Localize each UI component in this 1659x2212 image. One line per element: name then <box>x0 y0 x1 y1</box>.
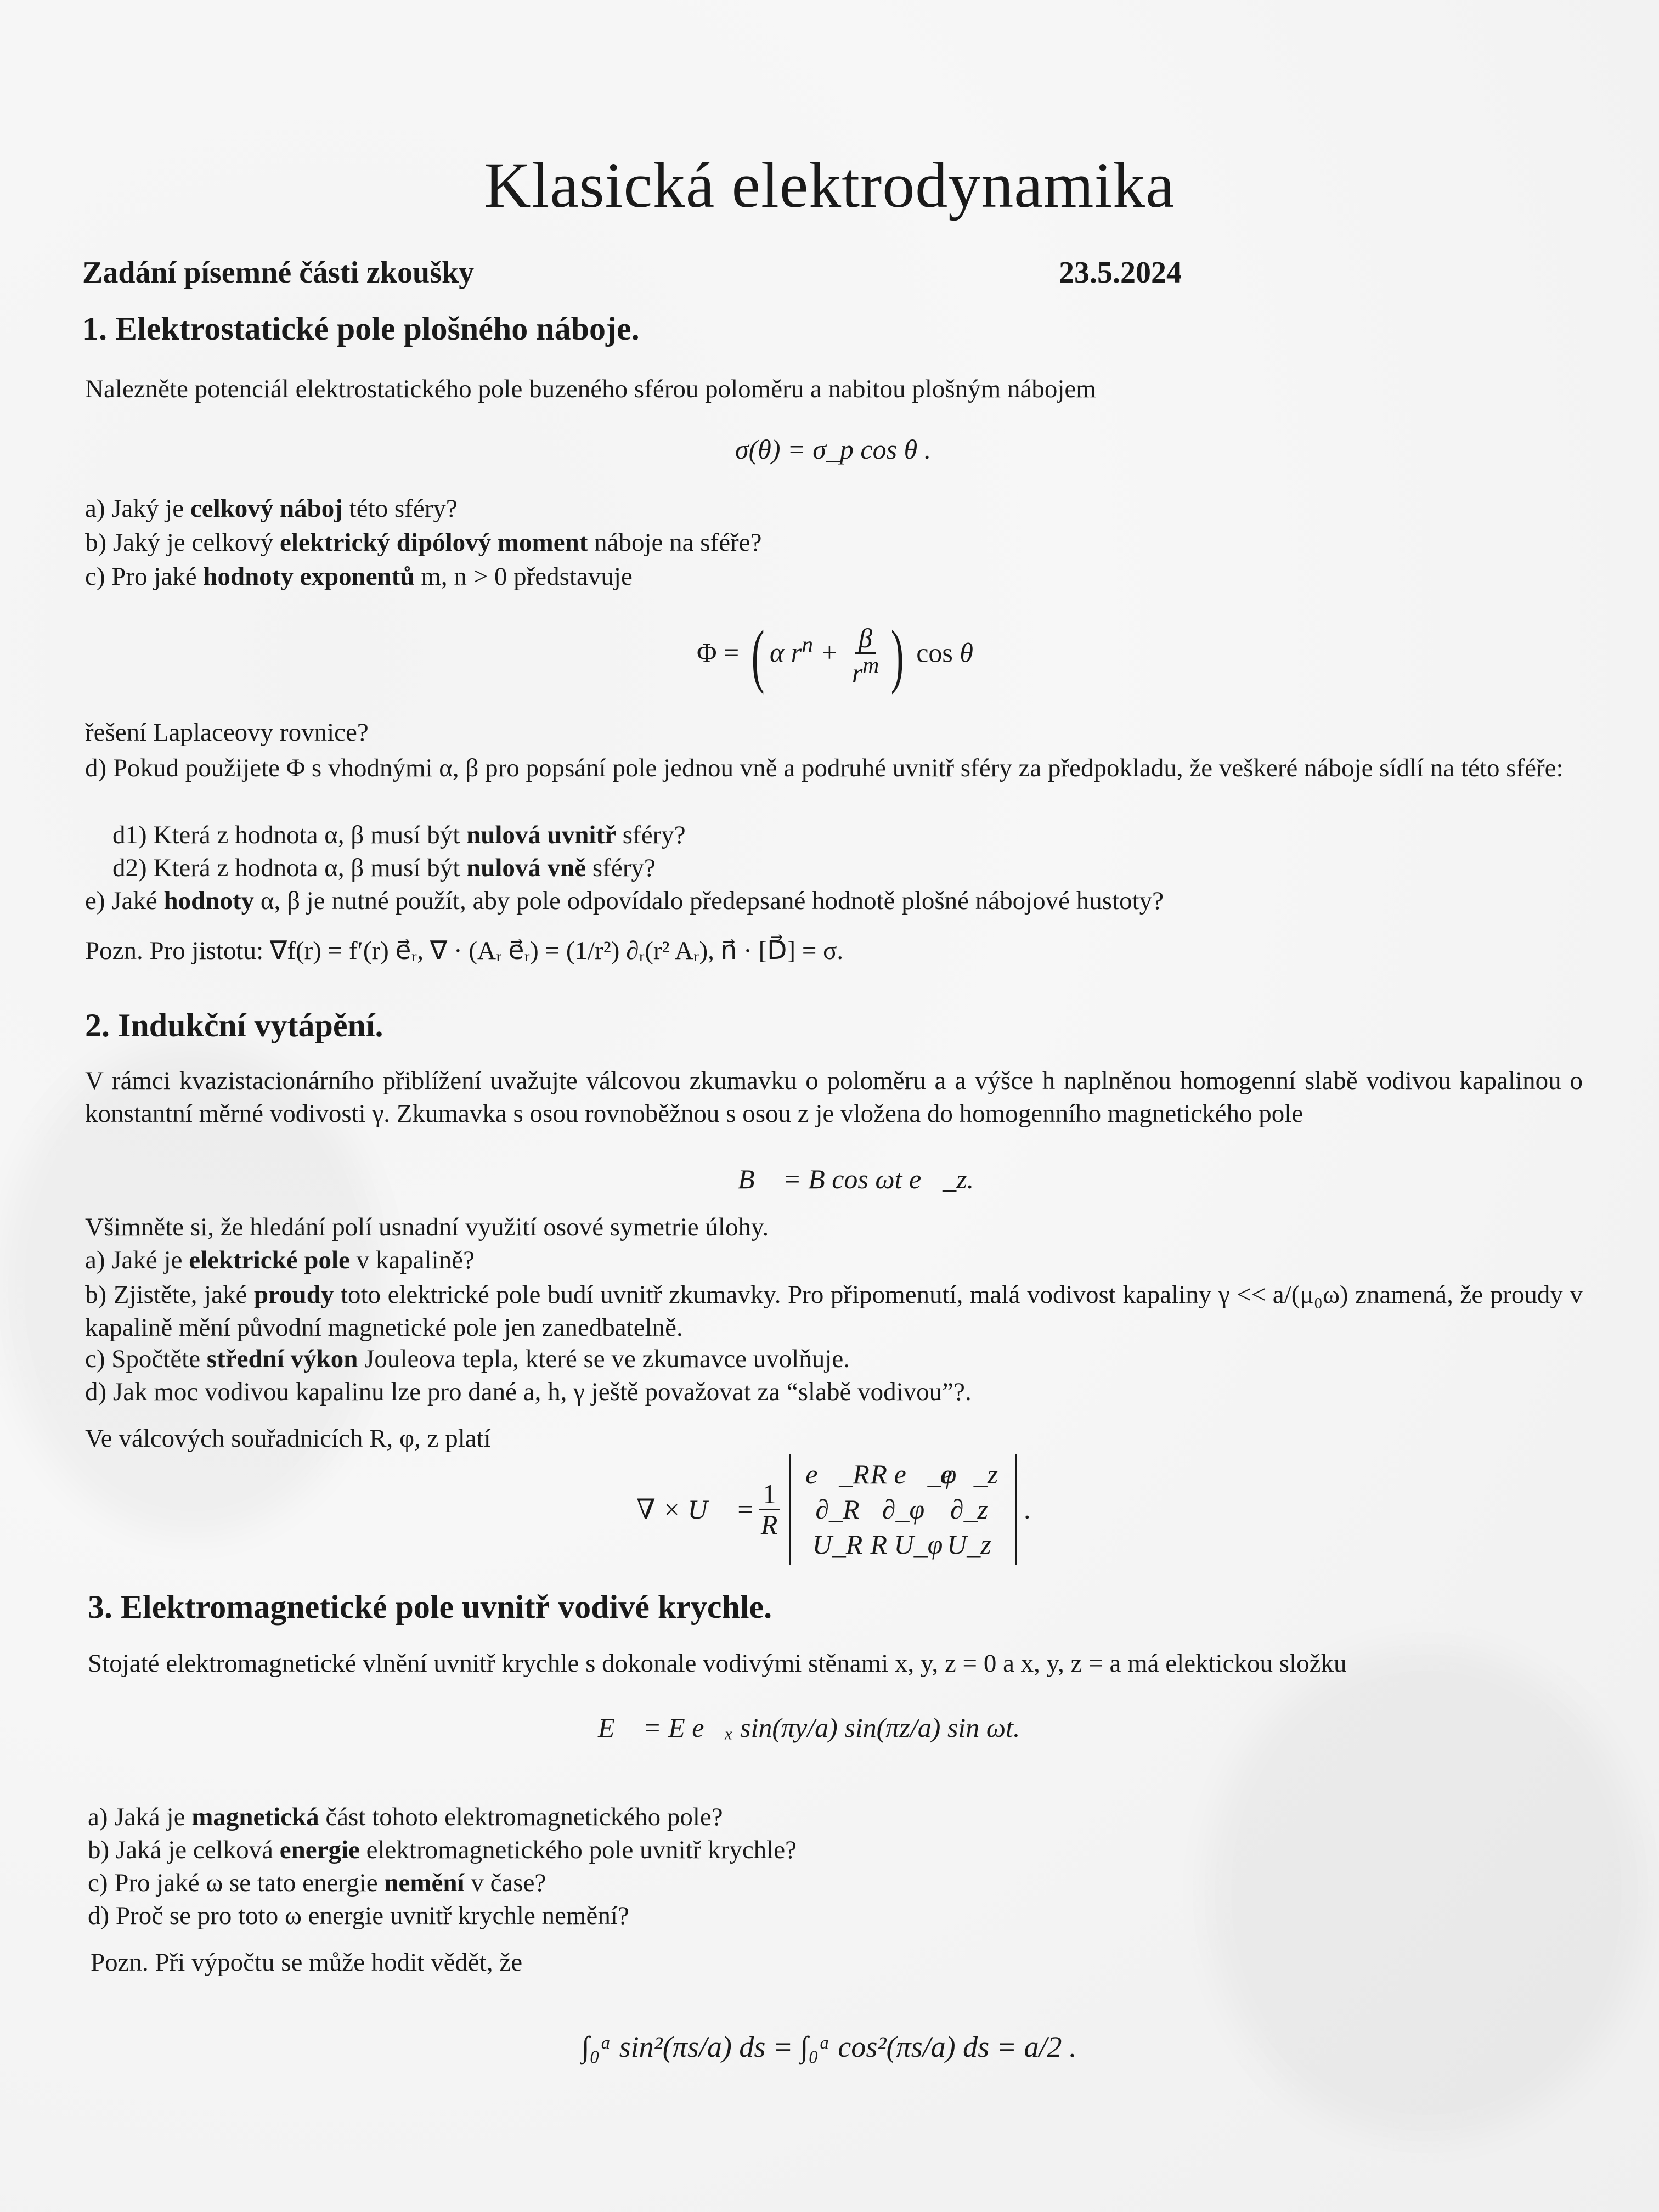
problem-3-item-b: b) Jaká je celková energie elektromagnetického pole uvnitř krychle? <box>88 1836 797 1864</box>
document-subtitle: Zadání písemné části zkoušky <box>82 256 475 290</box>
problem-1-phi-equation: Φ = ( α $r^n$ + $\frac{\beta}{r^m}$ ) cos θ <box>697 616 973 695</box>
problem-3-heading: 3. Elektromagnetické pole uvnitř vodivé krychle. <box>88 1589 772 1625</box>
problem-3-item-d: d) Proč se pro toto ω energie uvnitř krychle nemění? <box>88 1901 629 1930</box>
problem-3-integral-identity: ∫₀ᵃ sin²(πs/a) ds = ∫₀ᵃ cos²(πs/a) ds = a/2 . <box>582 2030 1077 2063</box>
exam-date: 23.5.2024 <box>1059 256 1182 290</box>
problem-1-item-a: a) Jaký je celkový náboj této sféry? <box>85 494 458 523</box>
problem-1-heading: 1. Elektrostatické pole plošného náboje. <box>82 311 640 347</box>
problem-2-item-b: b) Zjistěte, jaké proudy toto elektrické pole budí uvnitř zkumavky. Pro připomenutí, malá vodivost kapaliny γ << a/(μ₀ω) znamená, že proudy v kapalině mění původní magnetické pole jen zanedbatelně. <box>85 1280 1583 1342</box>
problem-1-item-d1: d1) Která z hodnota α, β musí být nulová uvnitř sféry? <box>112 821 686 849</box>
problem-1-note: Pozn. Pro jistotu: ∇f(r) = f′(r) e⃗ᵣ, ∇ · (Aᵣ e⃗ᵣ) = (1/r²) ∂ᵣ(r² Aᵣ), n⃗ · [D⃗] = σ. <box>85 936 844 965</box>
problem-2-item-d: d) Jak moc vodivou kapalinu lze pro dané a, h, γ ještě považovat za “slabě vodivou”?. <box>85 1378 972 1406</box>
problem-3-e-field-equation: E⃗ = E e⃗ₓ sin(πy/a) sin(πz/a) sin ωt. <box>598 1712 1020 1743</box>
problem-3-note: Pozn. Při výpočtu se může hodit vědět, že <box>91 1948 523 1977</box>
problem-3-intro: Stojaté elektromagnetické vlnění uvnitř krychle s dokonale vodivými stěnami x, y, z = 0 a x, y, z = a má elektickou složku <box>88 1649 1347 1678</box>
document-title: Klasická elektrodynamika <box>484 149 1175 221</box>
problem-1-laplace-text: řešení Laplaceovy rovnice? <box>85 718 369 747</box>
problem-2-item-c: c) Spočtěte střední výkon Jouleova tepla, které se ve zkumavce uvolňuje. <box>85 1345 850 1373</box>
problem-1-sigma-equation: σ(θ) = σ_p cos θ . <box>735 434 932 465</box>
problem-2-curl-formula: ∇ × U⃗ = $\frac{1}{R}$ e⃗_R R e⃗_φ e⃗_z ∂_R ∂_φ ∂_z U_R R U_φ U_z . <box>636 1454 1030 1565</box>
problem-1-item-d2: d2) Která z hodnota α, β musí být nulová vně sféry? <box>112 854 656 882</box>
problem-1-item-e: e) Jaké hodnoty α, β je nutné použít, aby pole odpovídalo předepsané hodnotě plošné nábojové hustoty? <box>85 887 1164 915</box>
problem-3-item-a: a) Jaká je magnetická část tohoto elektromagnetického pole? <box>88 1803 723 1831</box>
curl-determinant: e⃗_R R e⃗_φ e⃗_z ∂_R ∂_φ ∂_z U_R R U_φ U_z <box>789 1454 1017 1565</box>
problem-2-heading: 2. Indukční vytápění. <box>85 1007 383 1043</box>
problem-3-item-c: c) Pro jaké ω se tato energie nemění v čase? <box>88 1869 546 1897</box>
problem-2-cylindrical-note: Ve válcových souřadnicích R, φ, z platí <box>85 1424 491 1453</box>
problem-2-intro: V rámci kvazistacionárního přiblížení uvažujte válcovou zkumavku o poloměru a a výšce h naplněnou homogenní slabě vodivou kapalinou o konstantní měrné vodivosti γ. Zkumavka s osou rovnoběžnou s osou z je vložena do homogenního magnetického pole <box>85 1066 1583 1128</box>
paper-smudge <box>1207 1646 1646 2140</box>
problem-2-remark: Všimněte si, že hledání polí usnadní využití osové symetrie úlohy. <box>85 1213 769 1242</box>
problem-1-item-b: b) Jaký je celkový elektrický dipólový moment náboje na sféře? <box>85 528 762 557</box>
problem-2-b-field-equation: B⃗ = B cos ωt e⃗_z. <box>738 1164 974 1194</box>
problem-2-item-a: a) Jaké je elektrické pole v kapalině? <box>85 1246 475 1274</box>
problem-1-item-c: c) Pro jaké hodnoty exponentů m, n > 0 představuje <box>85 562 633 591</box>
problem-1-intro: Nalezněte potenciál elektrostatického pole buzeného sférou poloměru a nabitou plošným nábojem <box>85 375 1096 403</box>
problem-1-item-d: d) Pokud použijete Φ s vhodnými α, β pro popsání pole jednou vně a podruhé uvnitř sféry za předpokladu, že veškeré náboje sídlí na této sféře: <box>85 754 1564 782</box>
